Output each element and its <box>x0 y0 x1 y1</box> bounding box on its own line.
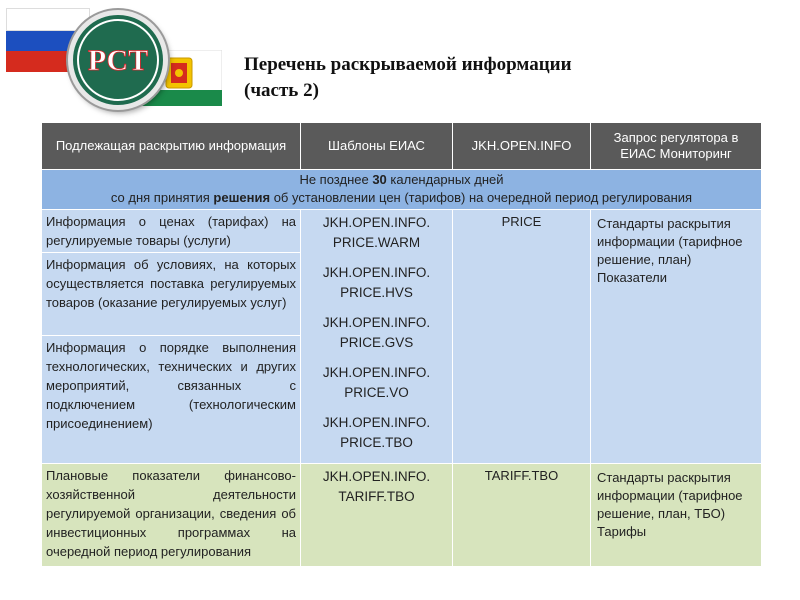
template-item: JKH.OPEN.INFO. PRICE.HVS <box>322 265 431 300</box>
header-request: Запрос регулятора в ЕИАС Мониторинг <box>591 123 762 170</box>
template-item: JKH.OPEN.INFO. PRICE.VO <box>322 365 431 400</box>
templates-cell <box>301 210 453 464</box>
info-cell-planned: Плановые показатели финансово-хозяйственной деятельности регулируемой организации, сведения об инвестиционных программах на очередной период регулирования <box>42 464 301 567</box>
header-jkh: JKH.OPEN.INFO <box>453 123 591 170</box>
info-cell-connection: Информация о порядке выполнения технологических, технических и других мероприятий, связанных с подключением (технологическим присоединением) <box>42 336 301 464</box>
template-cell-tariff: JKH.OPEN.INFO. TARIFF.TBO <box>301 464 453 567</box>
header-info: Подлежащая раскрытию информация <box>42 123 301 170</box>
request-cell-group2: Стандарты раскрытия информации (тарифное решение, план, ТБО) Тарифы <box>591 464 762 567</box>
disclosure-table <box>41 122 762 567</box>
logo-text: РСТ <box>87 44 149 77</box>
rst-logo <box>68 10 168 110</box>
template-item: JKH.OPEN.INFO. PRICE.WARM <box>322 215 431 250</box>
table-header-row <box>42 123 762 170</box>
table-row <box>42 464 762 567</box>
page-title <box>244 52 572 104</box>
deadline-band-row <box>42 170 762 210</box>
table-row <box>42 210 762 253</box>
info-cell-conditions: Информация об условиях, на которых осуществляется поставка регулируемых товаров (оказание регулируемых услуг) <box>42 253 301 336</box>
title-line-2: (часть 2) <box>244 80 319 101</box>
header-templates: Шаблоны ЕИАС <box>301 123 453 170</box>
jkh-cell-tariff: TARIFF.TBO <box>453 464 591 567</box>
title-line-1: Перечень раскрываемой информации <box>244 54 572 75</box>
template-item: JKH.OPEN.INFO. PRICE.TBO <box>322 415 431 450</box>
template-item: JKH.OPEN.INFO. PRICE.GVS <box>322 315 431 350</box>
jkh-cell-price: PRICE <box>453 210 591 464</box>
info-cell-prices: Информация о ценах (тарифах) на регулируемые товары (услуги) <box>42 210 301 253</box>
deadline-line-2: со дня принятия решения об установлении цен (тарифов) на очередной период регулирования <box>110 190 693 205</box>
deadline-line-1: Не позднее 30 календарных дней <box>299 172 504 187</box>
deadline-band <box>42 170 762 210</box>
request-cell-group1: Стандарты раскрытия информации (тарифное решение, план) Показатели <box>591 210 762 464</box>
